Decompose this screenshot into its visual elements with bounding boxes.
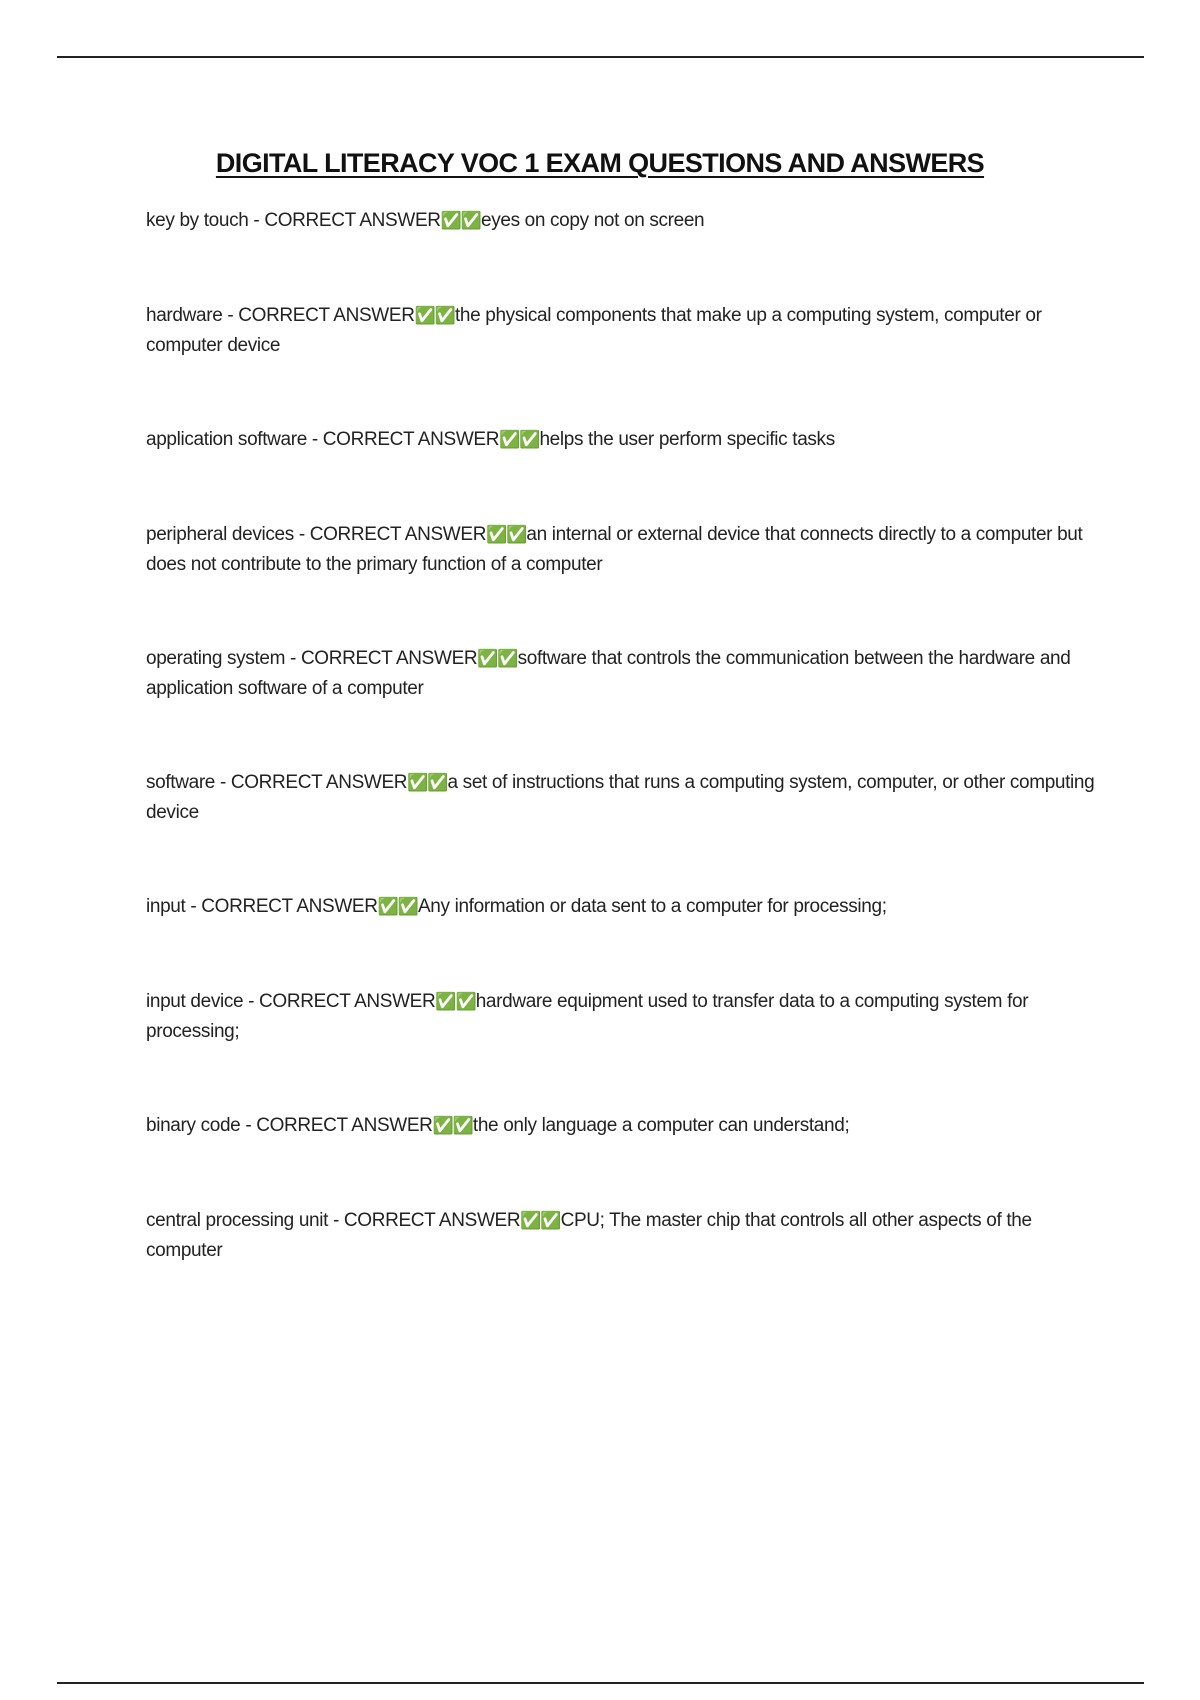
qa-term: hardware <box>146 305 223 326</box>
qa-definition: hardware equipment used to transfer data to a computing system for processing; <box>146 991 1029 1042</box>
qa-term: binary code <box>146 1115 241 1136</box>
page-title: DIGITAL LITERACY VOC 1 EXAM QUESTIONS AND ANSWERS <box>215 148 985 178</box>
top-rule <box>57 56 1144 58</box>
qa-definition: helps the user perform specific tasks <box>539 429 835 450</box>
qa-separator: - <box>285 648 301 669</box>
correct-answer-label: CORRECT ANSWER <box>264 210 441 231</box>
correct-answer-label: CORRECT ANSWER <box>201 896 378 917</box>
qa-list <box>146 206 1096 1330</box>
double-check-icon: ✅✅ <box>414 306 455 326</box>
qa-item <box>146 520 1096 579</box>
qa-definition: CPU; The master chip that controls all other aspects of the computer <box>146 1210 1032 1261</box>
double-check-icon: ✅✅ <box>486 525 527 545</box>
qa-item <box>146 1206 1096 1265</box>
qa-item <box>146 1111 1096 1141</box>
qa-term: software <box>146 772 216 793</box>
qa-definition: an internal or external device that connects directly to a computer but does not contribute to the primary function of a computer <box>146 524 1083 575</box>
double-check-icon: ✅✅ <box>477 649 518 669</box>
correct-answer-label: CORRECT ANSWER <box>300 648 478 669</box>
qa-separator: - <box>185 896 202 917</box>
correct-answer-label: CORRECT ANSWER <box>230 772 408 793</box>
double-check-icon: ✅✅ <box>520 1211 561 1231</box>
qa-item <box>146 892 1096 922</box>
bottom-rule <box>57 1682 1144 1684</box>
qa-definition: Any information or data sent to a computer for processing; <box>417 896 887 917</box>
qa-item <box>146 644 1096 703</box>
double-check-icon: ✅✅ <box>435 992 476 1012</box>
qa-separator: - <box>328 1210 344 1231</box>
qa-separator: - <box>215 772 231 793</box>
correct-answer-label: CORRECT ANSWER <box>309 524 487 545</box>
qa-item <box>146 425 1096 455</box>
double-check-icon: ✅✅ <box>432 1116 473 1136</box>
qa-separator: - <box>248 210 265 231</box>
double-check-icon: ✅✅ <box>377 897 418 917</box>
qa-item <box>146 206 1096 236</box>
qa-term: input device <box>146 991 244 1012</box>
qa-definition: a set of instructions that runs a computing system, computer, or other computing device <box>146 772 1095 823</box>
qa-definition: the only language a computer can understand; <box>472 1115 850 1136</box>
qa-item <box>146 987 1096 1046</box>
qa-item <box>146 768 1096 827</box>
qa-term: application software <box>146 429 307 450</box>
qa-separator: - <box>240 1115 257 1136</box>
qa-definition: the physical components that make up a computing system, computer or computer device <box>146 305 1042 356</box>
qa-separator: - <box>222 305 239 326</box>
qa-term: key by touch <box>146 210 249 231</box>
double-check-icon: ✅✅ <box>440 211 481 231</box>
correct-answer-label: CORRECT ANSWER <box>343 1210 521 1231</box>
qa-separator: - <box>306 429 323 450</box>
qa-definition: eyes on copy not on screen <box>481 210 705 231</box>
correct-answer-label: CORRECT ANSWER <box>259 991 436 1012</box>
qa-term: central processing unit <box>146 1210 329 1231</box>
double-check-icon: ✅✅ <box>499 430 540 450</box>
correct-answer-label: CORRECT ANSWER <box>322 429 500 450</box>
qa-definition: software that controls the communication between the hardware and application software of a computer <box>146 648 1071 699</box>
qa-term: peripheral devices <box>146 524 294 545</box>
qa-separator: - <box>243 991 260 1012</box>
qa-separator: - <box>293 524 310 545</box>
double-check-icon: ✅✅ <box>407 773 448 793</box>
qa-term: operating system <box>146 648 286 669</box>
correct-answer-label: CORRECT ANSWER <box>238 305 415 326</box>
correct-answer-label: CORRECT ANSWER <box>256 1115 433 1136</box>
qa-item <box>146 301 1096 360</box>
qa-term: input <box>146 896 186 917</box>
